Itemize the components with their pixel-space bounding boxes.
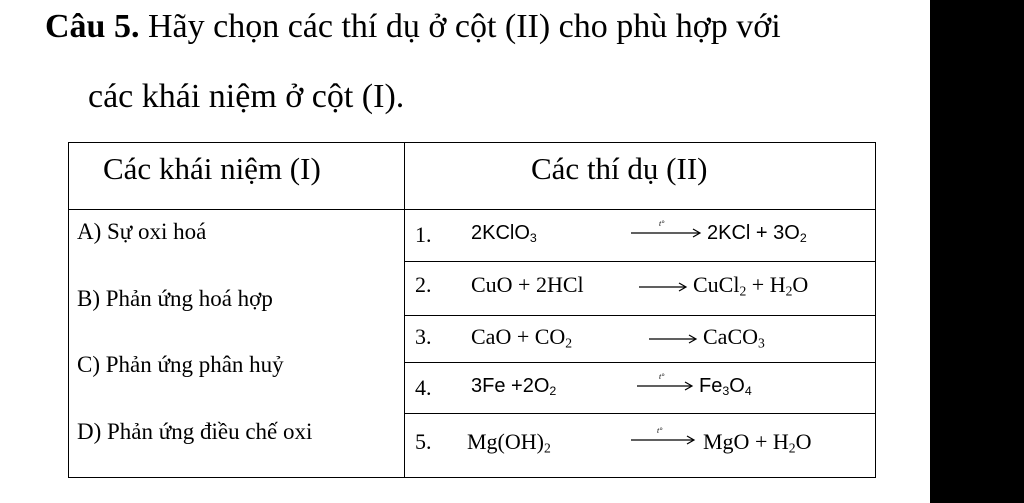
products: $2KCl + 3O_2$	[707, 222, 807, 246]
products: CuCl$_2$ + $H_2O$	[693, 272, 809, 299]
example-number: 2.	[415, 272, 432, 297]
concept-c: C) Phản ứng phân huỷ	[77, 352, 284, 377]
concept-example-table	[68, 142, 876, 478]
reactants: $3Fe +2O_2$	[471, 375, 557, 399]
example-number: 3.	[415, 324, 432, 349]
row-divider-1	[404, 261, 875, 262]
example-number: 1.	[415, 222, 432, 247]
reactants: $Mg(OH)_2$	[467, 429, 551, 456]
reactants: CaO + $CO_2$	[471, 324, 573, 351]
example-number: 5.	[415, 429, 432, 454]
condition-label: t°	[657, 426, 663, 435]
question-line-2: các khái niệm ở cột (I).	[88, 78, 405, 115]
question-number: Câu 5.	[45, 8, 140, 45]
column-divider	[404, 143, 405, 477]
arrow-icon	[629, 218, 705, 242]
arrow-icon	[629, 425, 699, 449]
arrow-icon	[637, 272, 689, 296]
column-2-header: Các thí dụ (II)	[531, 151, 708, 186]
concept-b: B) Phản ứng hoá hợp	[77, 286, 273, 311]
header-divider	[69, 209, 875, 210]
reactants: CuO + 2HCl	[471, 272, 584, 297]
row-divider-4	[404, 413, 875, 414]
condition-label: t°	[659, 372, 665, 381]
concept-a: A) Sự oxi hoá	[77, 219, 207, 244]
products: MgO + $H_2O$	[703, 429, 812, 456]
reactants: 2KClO$_3$	[471, 222, 537, 246]
condition-label: t°	[659, 219, 665, 228]
arrow-icon	[647, 324, 699, 348]
products: CaCO$_3$	[703, 324, 765, 351]
example-number: 4.	[415, 375, 432, 400]
arrow-icon	[635, 371, 697, 395]
column-1-header: Các khái niệm (I)	[103, 151, 321, 186]
question-line-1	[45, 8, 781, 45]
concept-d: D) Phản ứng điều chế oxi	[77, 419, 313, 444]
row-divider-2	[404, 315, 875, 316]
row-divider-3	[404, 362, 875, 363]
question-text-1: Hãy chọn các thí dụ ở cột (II) cho phù hợp với	[139, 8, 781, 45]
products: $Fe_3O_4$	[699, 375, 752, 399]
